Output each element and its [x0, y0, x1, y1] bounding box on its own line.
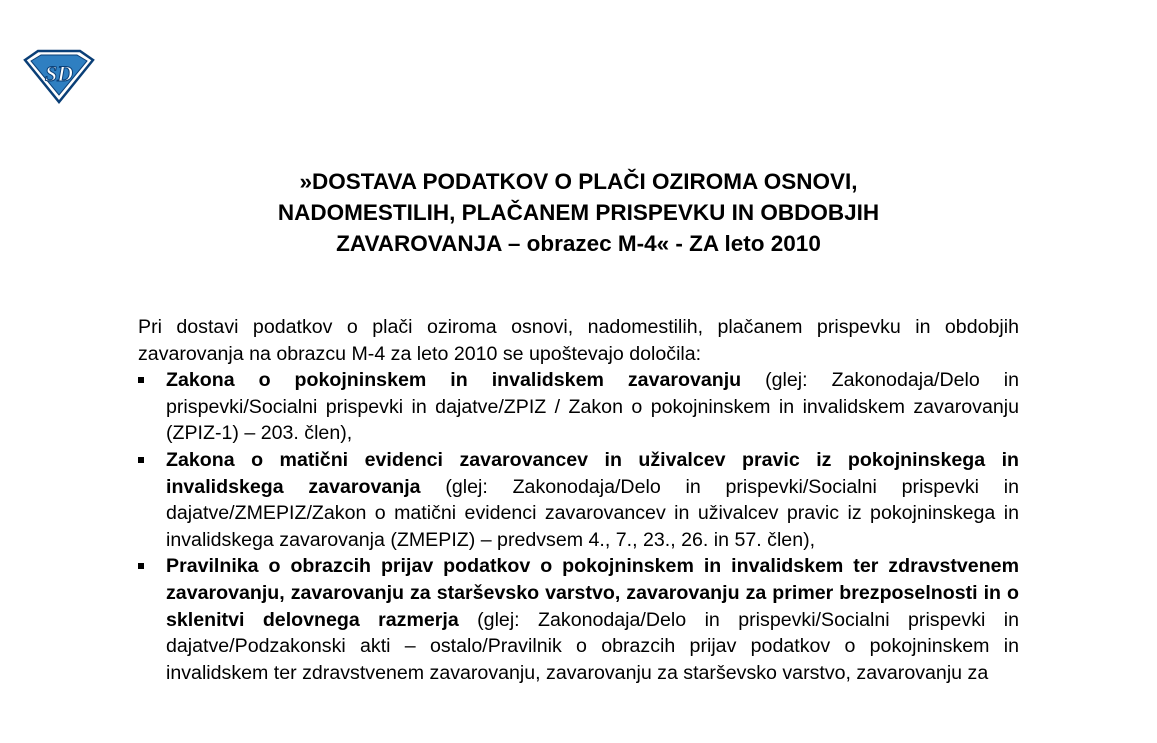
law-name: Zakona o pokojninskem in invalidskem zavarovanju [166, 369, 742, 392]
list-item [138, 553, 1019, 686]
shield-logo-icon [22, 48, 96, 104]
list-item [138, 447, 1019, 553]
rules-list [138, 367, 1019, 686]
law-name: Pravilnika o obrazcih prijav podatkov o pokojninskem in invalidskem ter zdravstvenem zavarovanju, zavarovanju za starševsko varstvo, zavarovanju za primer brezposelnosti in o sklenitvi delovnega razmerja [166, 555, 1019, 631]
law-reference: (glej: Zakonodaja/Delo in prispevki/Socialni prispevki in dajatve/ZPIZ / Zakon o pokojninskem in invalidskem zavarovanju (ZPIZ-1) – 203. člen), [166, 369, 1019, 445]
law-name: Zakona o matični evidenci zavarovancev in uživalcev pravic iz pokojninskega in invalidskega zavarovanja [166, 448, 1019, 498]
sd-logo [22, 48, 96, 104]
logo-text: SD [44, 61, 74, 86]
title-line-3: ZAVAROVANJA – obrazec M-4« - ZA leto 2010 [336, 231, 821, 256]
bullet-icon [138, 563, 144, 569]
title-line-2: NADOMESTILIH, PLAČANEM PRISPEVKU IN OBDOBJIH [277, 200, 880, 225]
intro-paragraph: Pri dostavi podatkov o plači oziroma osnovi, nadomestilih, plačanem prispevku in obdobjih zavarovanja na obrazcu M-4 za leto 2010 se upoštevajo določila: [138, 316, 1019, 365]
list-item [138, 367, 1019, 447]
document-body [138, 314, 1019, 686]
bullet-icon [138, 457, 144, 463]
law-reference: (glej: Zakonodaja/Delo in prispevki/Socialni prispevki in dajatve/Podzakonski akti – ostalo/Pravilnik o obrazcih prijav podatkov o pokojninskem in invalidskem ter zdravstvenem zavarovanju, zavarovanju za starševsko varstvo, zavarovanju za [166, 608, 1019, 684]
page-title [0, 166, 1157, 259]
law-reference: (glej: Zakonodaja/Delo in prispevki/Socialni prispevki in dajatve/ZMEPIZ/Zakon o matični evidenci zavarovancev in uživalcev pravic iz pokojninskega in invalidskega zavarovanja (ZMEPIZ) – predvsem 4., 7., 23., 26. in 57. člen), [166, 475, 1019, 551]
title-line-1: »DOSTAVA PODATKOV O PLAČI OZIROMA OSNOVI, [299, 169, 858, 194]
bullet-icon [138, 377, 144, 383]
